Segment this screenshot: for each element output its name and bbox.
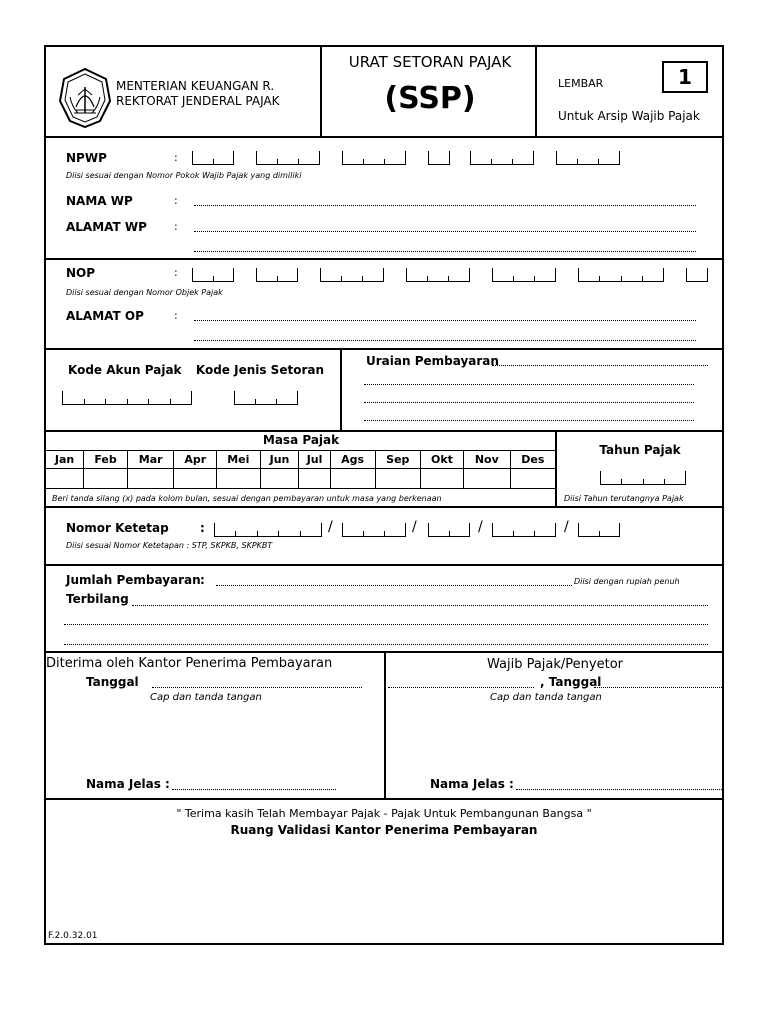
- penerima-nama-field[interactable]: [172, 789, 336, 790]
- month-checkbox[interactable]: [217, 469, 260, 489]
- penyetor-nama-label: Nama Jelas :: [430, 777, 514, 791]
- penyetor-title: Wajib Pajak/Penyetor: [486, 657, 623, 672]
- alamat-op-field-line1[interactable]: [194, 320, 696, 321]
- alamat-op-field-line2[interactable]: [194, 340, 696, 341]
- uraian-field-line1[interactable]: [364, 384, 694, 385]
- month-checkbox[interactable]: [127, 469, 173, 489]
- month-checkbox[interactable]: [375, 469, 420, 489]
- validation-area-title: Ruang Validasi Kantor Penerima Pembayaran: [230, 823, 538, 837]
- month-label: Feb: [84, 451, 128, 469]
- penerima-title: Diterima oleh Kantor Penerima Pembayaran: [46, 656, 333, 671]
- kode-jenis-boxes[interactable]: [234, 391, 298, 405]
- uraian-field-line2[interactable]: [364, 402, 694, 403]
- nop-note: Diisi sesuai dengan Nomor Objek Pajak: [66, 288, 223, 297]
- form-code-title: (SSP): [384, 81, 476, 116]
- npwp-label: NPWP: [66, 151, 107, 165]
- kode-jenis-label: Kode Jenis Setoran: [195, 363, 324, 377]
- month-checkbox[interactable]: [463, 469, 510, 489]
- uraian-label: Uraian Pembayaran: [366, 354, 499, 368]
- penyetor-tanggal-label: , Tanggal: [540, 675, 602, 689]
- month-label: Mei: [217, 451, 260, 469]
- tahun-pajak-boxes[interactable]: [600, 471, 686, 485]
- penerima-tanggal-field[interactable]: [152, 687, 362, 688]
- month-label: Jun: [260, 451, 299, 469]
- npwp-note: Diisi sesuai dengan Nomor Pokok Wajib Pajak yang dimiliki: [66, 171, 302, 180]
- validation-area: [46, 843, 722, 929]
- uraian-field-line0[interactable]: [492, 365, 708, 366]
- month-label: Apr: [174, 451, 217, 469]
- lembar-number: 1: [662, 61, 708, 93]
- ketetapan-note: Diisi sesuai Nomor Ketetapan : STP, SKPKB, SKPKBT: [66, 541, 273, 550]
- kode-akun-boxes[interactable]: [62, 391, 192, 405]
- penerima-tanggal-label: Tanggal: [86, 675, 139, 689]
- uraian-field-line3[interactable]: [364, 420, 694, 421]
- penyetor-nama-field[interactable]: [516, 789, 722, 790]
- month-checkbox[interactable]: [421, 469, 464, 489]
- jumlah-note: Diisi dengan rupiah penuh: [574, 577, 680, 586]
- terbilang-field-line1[interactable]: [132, 605, 708, 606]
- ministry-logo-icon: [56, 67, 114, 129]
- ministry-name: MENTERIAN KEUANGAN R.: [116, 79, 275, 93]
- form-code: F.2.0.32.01: [48, 931, 98, 941]
- alamat-wp-field-line2[interactable]: [194, 251, 696, 252]
- terbilang-field-line3[interactable]: [64, 644, 708, 645]
- tahun-note: Diisi Tahun terutangnya Pajak: [564, 494, 684, 503]
- month-label: Ags: [330, 451, 375, 469]
- penyetor-tempat-field[interactable]: [388, 687, 534, 688]
- nop-label: NOP: [66, 266, 96, 280]
- month-checkbox[interactable]: [260, 469, 299, 489]
- penyetor-tanggal-field[interactable]: [594, 687, 722, 688]
- form-title: URAT SETORAN PAJAK: [348, 53, 512, 71]
- alamat-wp-field-line1[interactable]: [194, 231, 696, 232]
- masa-pajak-title: Masa Pajak: [262, 433, 340, 447]
- lembar-label: LEMBAR: [558, 77, 604, 90]
- masa-pajak-table: [45, 450, 556, 489]
- ssp-form: MENTERIAN KEUANGAN R. REKTORAT JENDERAL PAJAK URAT SETORAN PAJAK (SSP) LEMBAR 1 Untuk Arsip Wajib Pajak NPWP : Diisi sesuai dengan Nomor Pokok Wajib Pajak yang dimiliki NAMA WP : ALAMAT WP : NOP : Diisi sesuai dengan Nomor Objek Pajak ALAMAT OP : Kode Akun Pajak Kode Jenis Setoran Uraian Pembayaran Masa Pajak Jan Feb Mar Apr Mei Jun Jul Ags Sep Okt Nov Des Tahun Pajak Beri tanda silang (x) pada kolom bulan, sesuai dengan pembayaran untuk masa yang berkenaan Diisi Tahun terutangnya Pajak Nomor Ketetap : / / / / Diisi sesuai Nomor Ketetapan : STP, SKPKB, SKPKBT Jumlah Pembayaran : Diisi dengan rupiah penuh Terbilang Diterima oleh Kantor Penerima Pembayaran Tanggal Cap dan tanda tangan Nama Jelas : Wajib Pajak/Penyetor , Tanggal Cap dan tanda tangan Nama Jelas : " Terima kasih Telah Membayar Pajak - Pajak Untuk Pembangunan Bangsa " Ruang Validasi Kantor Penerima Pembayaran F.2.0.32.01: [44, 45, 724, 945]
- penyetor-cap: Cap dan tanda tangan: [490, 692, 602, 703]
- footer-motto: " Terima kasih Telah Membayar Pajak - Pajak Untuk Pembangunan Bangsa ": [176, 807, 592, 820]
- month-checkbox[interactable]: [84, 469, 128, 489]
- tahun-pajak-label: Tahun Pajak: [599, 443, 681, 457]
- alamat-wp-label: ALAMAT WP: [66, 220, 147, 234]
- terbilang-field-line2[interactable]: [64, 624, 708, 625]
- jumlah-label: Jumlah Pembayaran: [66, 573, 201, 587]
- month-checkbox[interactable]: [46, 469, 84, 489]
- month-label: Jan: [46, 451, 84, 469]
- month-label: Okt: [421, 451, 464, 469]
- month-label: Jul: [299, 451, 330, 469]
- month-checkbox[interactable]: [510, 469, 555, 489]
- directorate-name: REKTORAT JENDERAL PAJAK: [116, 94, 280, 108]
- terbilang-label: Terbilang: [66, 592, 129, 606]
- kode-akun-label: Kode Akun Pajak: [68, 363, 182, 377]
- month-checkbox[interactable]: [330, 469, 375, 489]
- nama-wp-label: NAMA WP: [66, 194, 133, 208]
- masa-note: Beri tanda silang (x) pada kolom bulan, sesuai dengan pembayaran untuk masa yang berkenaan: [52, 494, 442, 503]
- jumlah-field[interactable]: [216, 585, 572, 586]
- month-label: Sep: [375, 451, 420, 469]
- nama-wp-field[interactable]: [194, 205, 696, 206]
- month-label: Des: [510, 451, 555, 469]
- penerima-nama-label: Nama Jelas :: [86, 777, 170, 791]
- ketetapan-label: Nomor Ketetap: [66, 521, 169, 535]
- month-label: Nov: [463, 451, 510, 469]
- copy-destination: Untuk Arsip Wajib Pajak: [558, 109, 700, 123]
- month-checkbox[interactable]: [174, 469, 217, 489]
- month-label: Mar: [127, 451, 173, 469]
- month-checkbox[interactable]: [299, 469, 330, 489]
- alamat-op-label: ALAMAT OP: [66, 309, 144, 323]
- penerima-cap: Cap dan tanda tangan: [150, 692, 262, 703]
